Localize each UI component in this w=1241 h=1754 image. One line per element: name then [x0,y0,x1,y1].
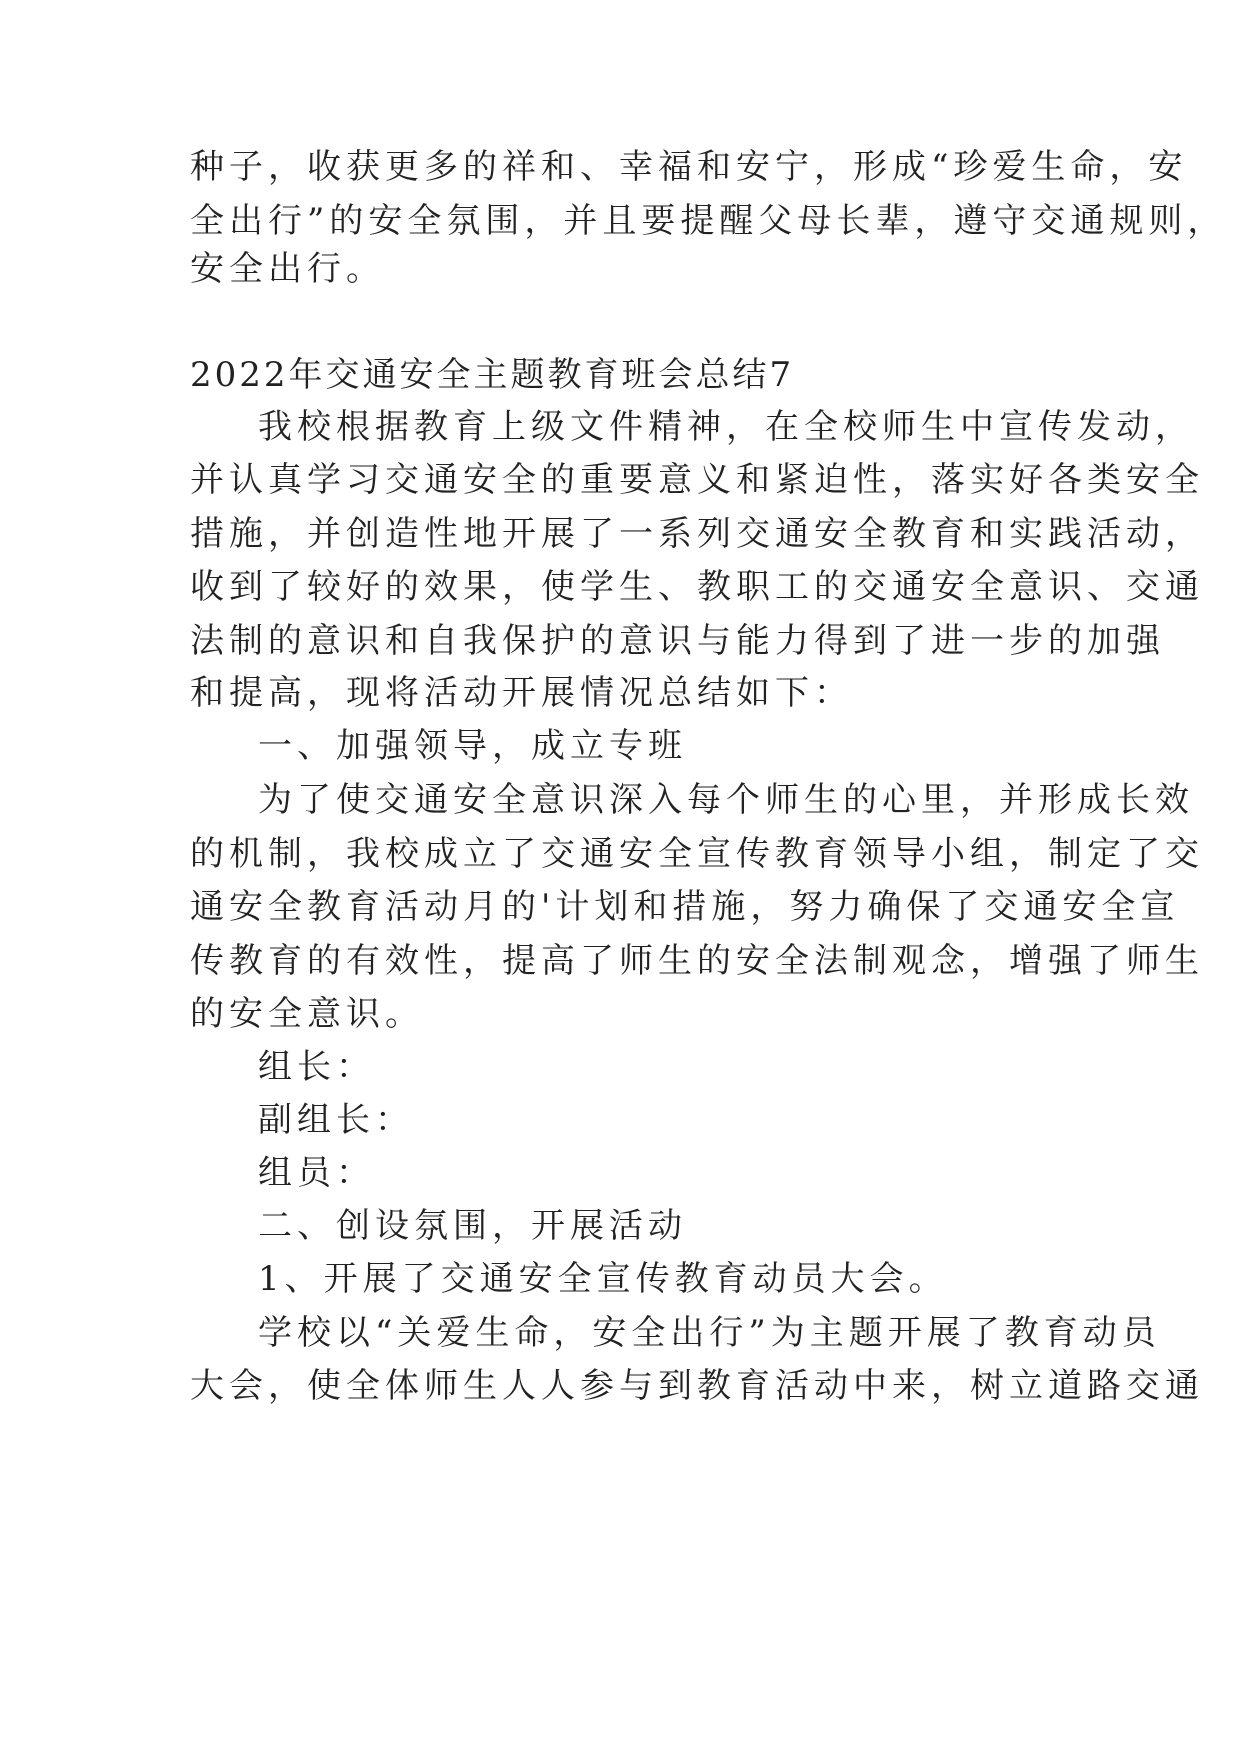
paragraph-line: 大会，使全体师生人人参与到教育活动中来，树立道路交通 [190,1366,1204,1406]
paragraph-line: 的机制，我校成立了交通安全宣传教育领导小组，制定了交 [190,834,1204,874]
list-item: 1、开展了交通安全宣传教育动员大会。 [258,1259,948,1299]
paragraph-line: 为了使交通安全意识深入每个师生的心里，并形成长效 [258,780,1194,820]
paragraph-line: 和提高，现将活动开展情况总结如下： [190,673,853,713]
leader-label: 组长： [258,1047,375,1087]
paragraph-line: 传教育的有效性，提高了师生的安全法制观念，增强了师生 [190,941,1204,981]
paragraph-line: 学校以“关爱生命，安全出行”为主题开展了教育动员 [258,1313,1161,1353]
intro-line: 种子，收获更多的祥和、幸福和安宁，形成“珍爱生命，安 [190,147,1188,187]
paragraph-line: 措施，并创造性地开展了一系列交通安全教育和实践活动， [190,514,1204,554]
section-heading: 一、加强领导，成立专班 [258,726,687,766]
paragraph-line: 通安全教育活动月的'计划和措施，努力确保了交通安全宣 [190,887,1180,927]
paragraph-line: 的安全意识。 [190,994,424,1034]
intro-line: 全出行”的安全氛围，并且要提醒父母长辈，遵守交通规则， [190,201,1227,241]
member-label: 组员： [258,1153,375,1193]
section-title: 2022年交通安全主题教育班会总结7 [190,355,795,395]
section-heading: 二、创设氛围，开展活动 [258,1206,687,1246]
paragraph-line: 法制的意识和自我保护的意识与能力得到了进一步的加强 [190,621,1165,661]
paragraph-line: 收到了较好的效果，使学生、教职工的交通安全意识、交通 [190,567,1204,607]
deputy-leader-label: 副组长： [258,1100,414,1140]
paragraph-line: 并认真学习交通安全的重要意义和紧迫性，落实好各类安全 [190,460,1204,500]
intro-line: 安全出行。 [190,249,385,289]
paragraph-line: 我校根据教育上级文件精神，在全校师生中宣传发动， [258,407,1194,447]
